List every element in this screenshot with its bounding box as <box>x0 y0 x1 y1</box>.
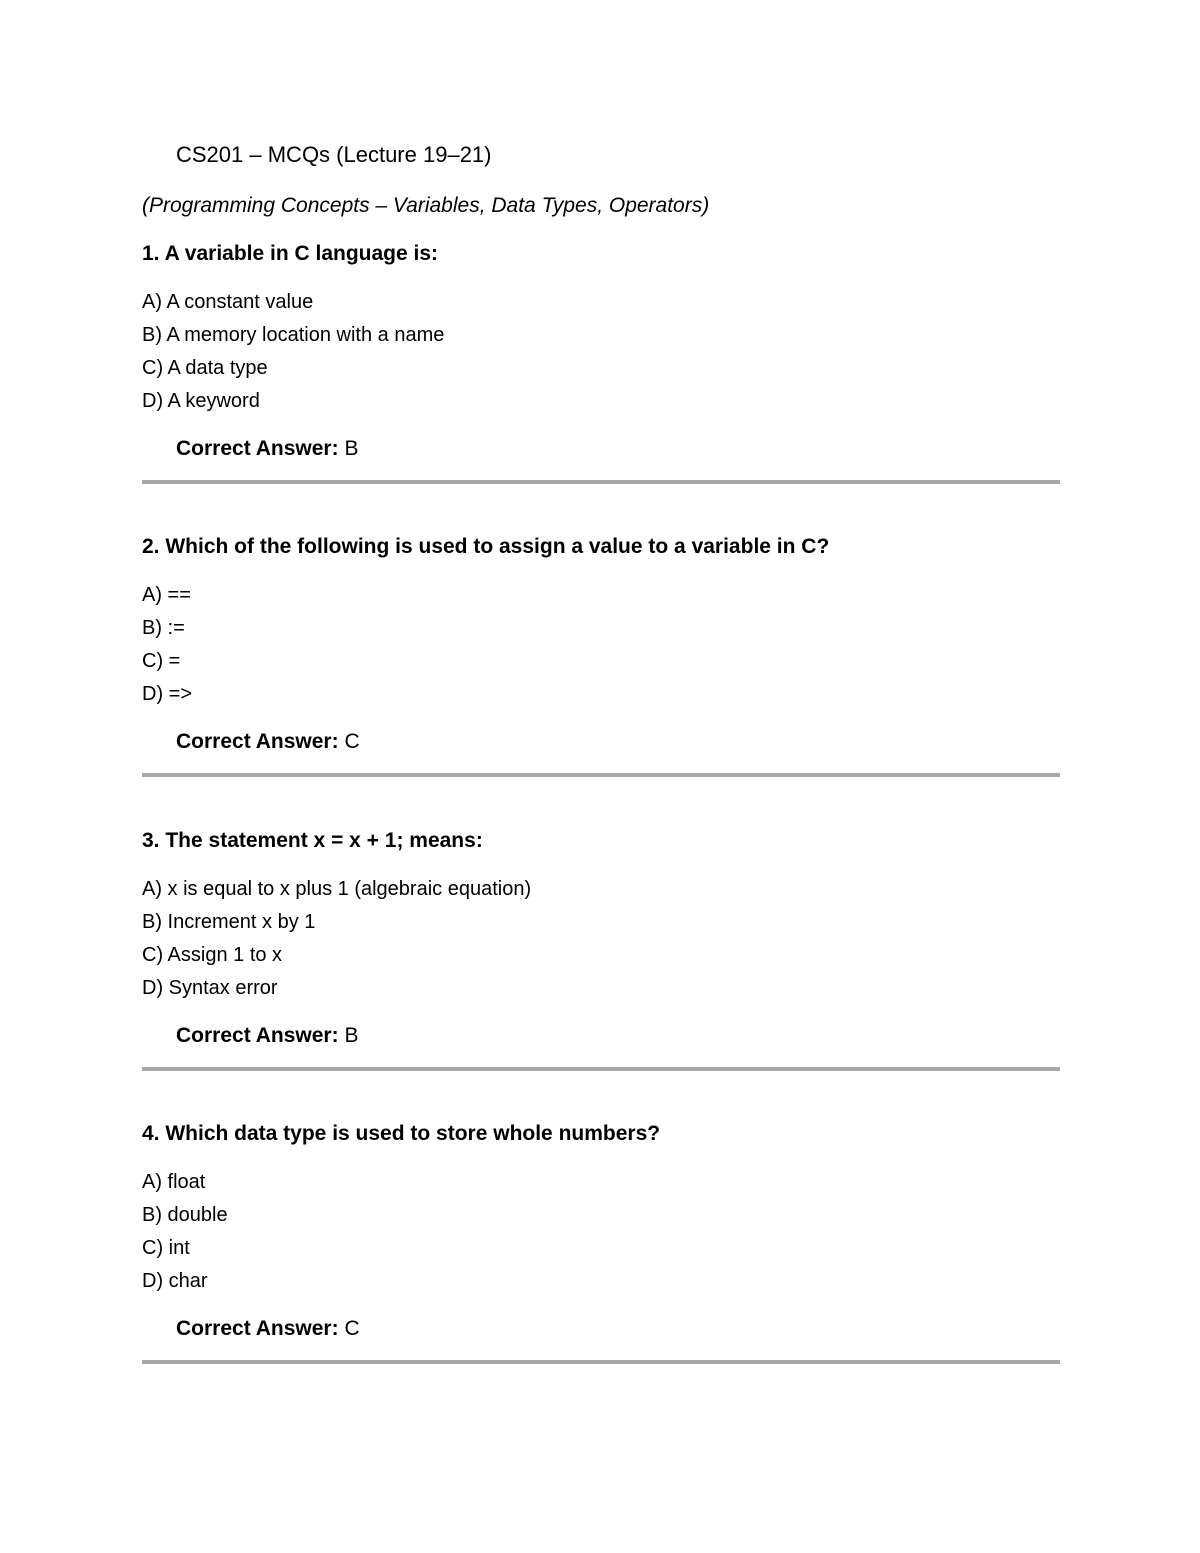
correct-answer-label: Correct Answer: <box>176 1317 339 1340</box>
option-b: B) A memory location with a name <box>142 324 445 346</box>
question-block-4 <box>142 1119 1060 1379</box>
option-d: D) Syntax error <box>142 977 278 999</box>
correct-answer-value: C <box>344 1317 360 1340</box>
correct-answer <box>176 1314 360 1344</box>
correct-answer-value: C <box>344 730 360 753</box>
question-text: 1. A variable in C language is: <box>142 242 439 265</box>
correct-answer-label: Correct Answer: <box>176 437 339 460</box>
question-block-2 <box>142 532 1060 792</box>
section-divider <box>142 480 1060 484</box>
correct-answer <box>176 434 358 464</box>
option-c: C) A data type <box>142 357 268 379</box>
option-a: A) x is equal to x plus 1 (algebraic equation) <box>142 878 532 900</box>
option-a: A) float <box>142 1171 206 1193</box>
document-title: CS201 – MCQs (Lecture 19–21) <box>176 142 492 167</box>
option-c: C) int <box>142 1237 190 1259</box>
option-b: B) := <box>142 617 185 639</box>
section-divider <box>142 1067 1060 1071</box>
option-c: C) Assign 1 to x <box>142 944 283 966</box>
section-divider <box>142 773 1060 777</box>
section-divider <box>142 1360 1060 1364</box>
correct-answer <box>176 1021 358 1051</box>
option-d: D) => <box>142 683 193 705</box>
document-subtitle: (Programming Concepts – Variables, Data Types, Operators) <box>142 194 710 217</box>
correct-answer-label: Correct Answer: <box>176 730 339 753</box>
option-c: C) = <box>142 650 181 672</box>
option-a: A) A constant value <box>142 291 314 313</box>
option-d: D) A keyword <box>142 390 260 412</box>
correct-answer-value: B <box>344 437 359 460</box>
correct-answer-label: Correct Answer: <box>176 1024 339 1047</box>
question-block-3 <box>142 826 1060 1086</box>
question-text: 2. Which of the following is used to assign a value to a variable in C? <box>142 535 830 558</box>
question-text: 4. Which data type is used to store whole numbers? <box>142 1122 661 1145</box>
correct-answer-value: B <box>344 1024 359 1047</box>
option-b: B) double <box>142 1204 228 1226</box>
question-text: 3. The statement x = x + 1; means: <box>142 829 483 852</box>
correct-answer <box>176 727 360 757</box>
question-block-1 <box>142 239 1060 499</box>
option-a: A) == <box>142 584 191 606</box>
option-d: D) char <box>142 1270 208 1292</box>
option-b: B) Increment x by 1 <box>142 911 316 933</box>
